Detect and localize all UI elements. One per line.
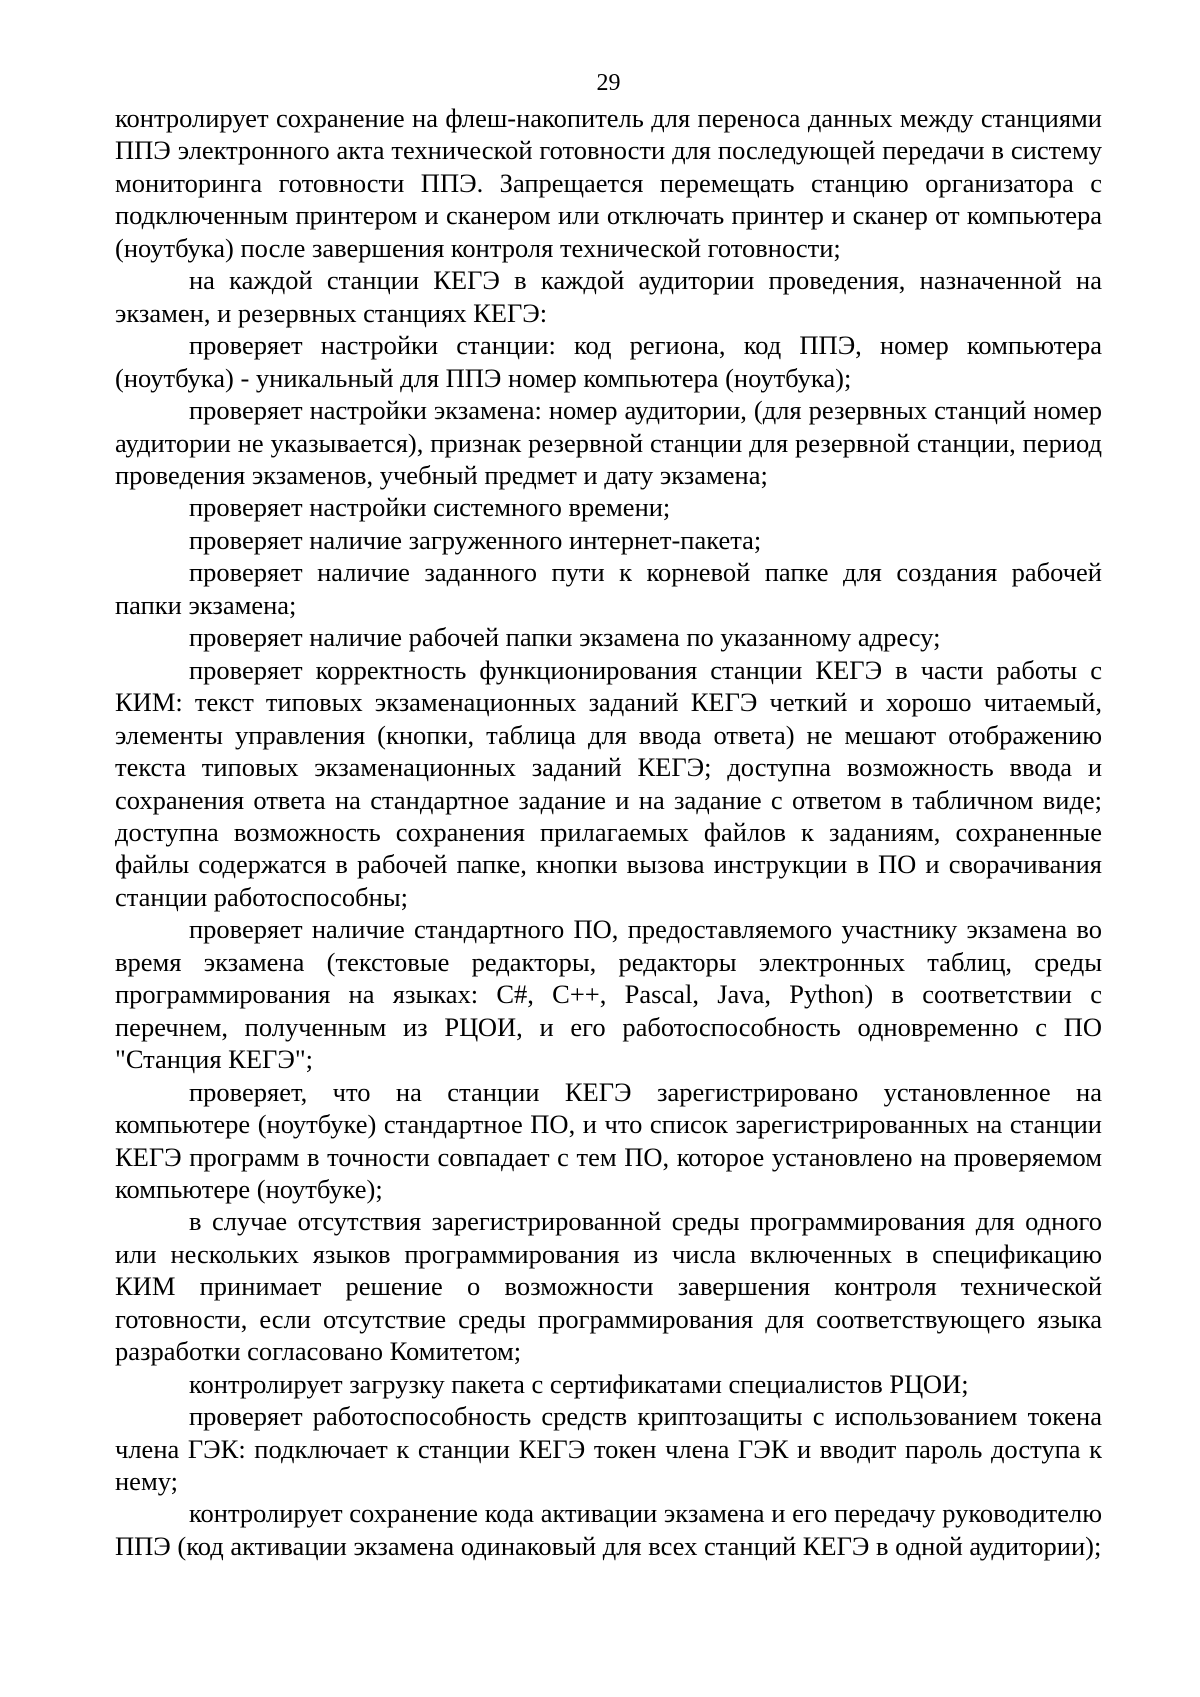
paragraph: контролирует загрузку пакета с сертификатами специалистов РЦОИ;: [189, 1368, 969, 1399]
paragraph: в случае отсутствия зарегистрированной среды программирования для одного или нескольких языков программирования из числа включенных в спецификацию КИМ принимает решение о возможности завершения контроля технической готовности, если отсутствие среды программирования для соответствующего языка разработки согласовано Комитетом;: [115, 1206, 1102, 1367]
paragraph: проверяет, что на станции КЕГЭ зарегистрировано установленное на компьютере (ноутбуке) стандартное ПО, и что список зарегистрированных на станции КЕГЭ программ в точности совпадает с тем ПО, которое установлено на проверяемом компьютере (ноутбуке);: [115, 1076, 1102, 1204]
paragraph-continued: контролирует сохранение на флеш-накопитель для переноса данных между станциями ППЭ электронного акта технической готовности для последующей передачи в систему мониторинга готовности ППЭ. Запрещается перемещать станцию организатора с подключенным принтером и сканером или отключать принтер и сканер от компьютера (ноутбука) после завершения контроля технической готовности;: [115, 103, 1102, 263]
document-body: [115, 102, 1102, 1562]
paragraph: проверяет работоспособность средств криптозащиты с использованием токена члена ГЭК: подключает к станции КЕГЭ токен члена ГЭК и вводит пароль доступа к нему;: [115, 1401, 1102, 1497]
paragraph: проверяет наличие заданного пути к корневой папке для создания рабочей папки экзамена;: [115, 557, 1102, 620]
paragraph: проверяет корректность функционирования станции КЕГЭ в части работы с КИМ: текст типовых экзаменационных заданий КЕГЭ четкий и хорошо читаемый, элементы управления (кнопки, таблица для ввода ответа) не мешают отображению текста типовых экзаменационных заданий КЕГЭ; доступна возможность ввода и сохранения ответа на стандартное задание и на задание с ответом в табличном виде; доступна возможность сохранения прилагаемых файлов к заданиям, сохраненные файлы содержатся в рабочей папке, кнопки вызова инструкции в ПО и сворачивания станции работоспособны;: [115, 654, 1102, 912]
paragraph: проверяет наличие рабочей папки экзамена по указанному адресу;: [189, 622, 941, 653]
paragraph: проверяет наличие загруженного интернет-пакета;: [189, 524, 762, 555]
paragraph: проверяет настройки станции: код региона, код ППЭ, номер компьютера (ноутбука) - уникальный для ППЭ номер компьютера (ноутбука);: [115, 330, 1102, 393]
paragraph: на каждой станции КЕГЭ в каждой аудитории проведения, назначенной на экзамен, и резервных станциях КЕГЭ:: [115, 265, 1102, 328]
page-number: 29: [596, 70, 621, 96]
paragraph: проверяет наличие стандартного ПО, предоставляемого участнику экзамена во время экзамена (текстовые редакторы, редакторы электронных таблиц, среды программирования на языках: C#, C++, Pascal, Java, Python) в соответствии с перечнем, полученным из РЦОИ, и его работоспособность одновременно с ПО "Станция КЕГЭ";: [115, 914, 1102, 1075]
paragraph: контролирует сохранение кода активации экзамена и его передачу руководителю ППЭ (код активации экзамена одинаковый для всех станций КЕГЭ в одной аудитории);: [115, 1498, 1102, 1561]
paragraph: проверяет настройки системного времени;: [189, 492, 671, 523]
paragraph: проверяет настройки экзамена: номер аудитории, (для резервных станций номер аудитории не указывается), признак резервной станции для резервной станции, период проведения экзаменов, учебный предмет и дату экзамена;: [115, 395, 1102, 490]
